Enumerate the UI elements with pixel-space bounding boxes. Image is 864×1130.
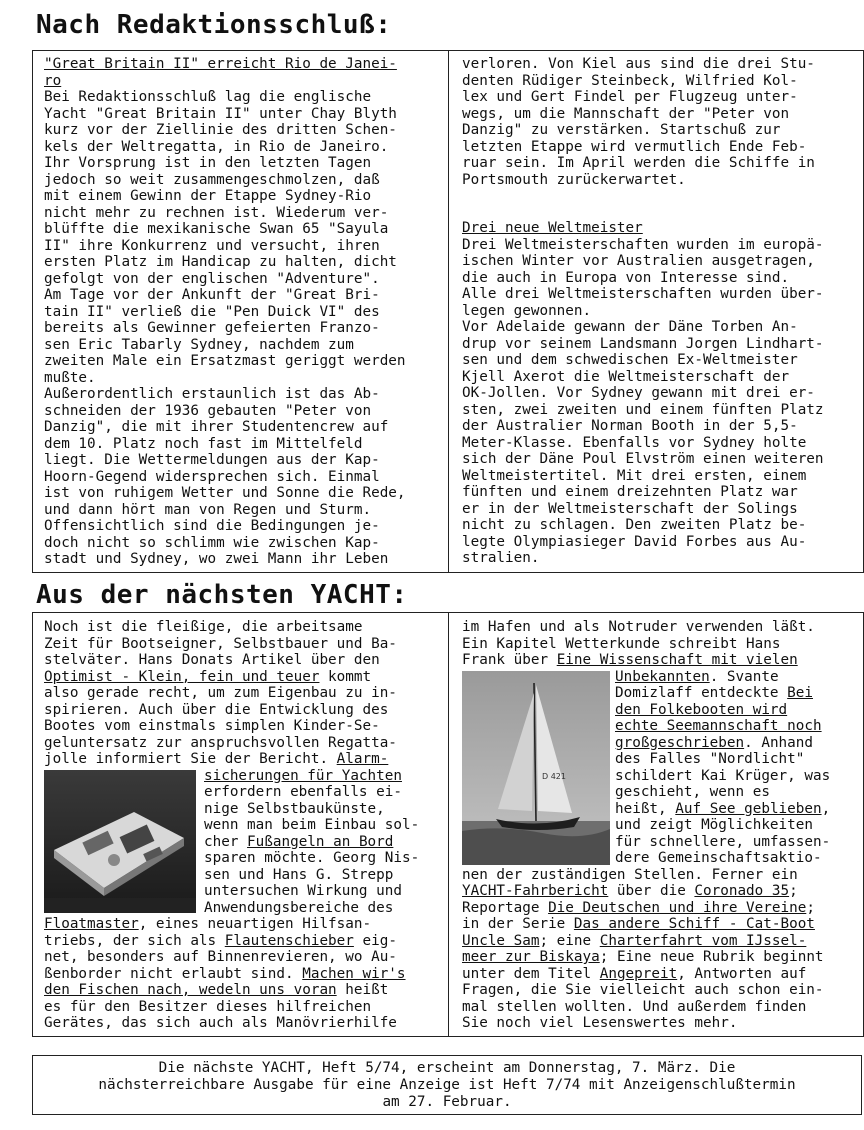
text-line: und zeigt Möglichkeiten	[615, 817, 813, 833]
text-line: sen und Hans G. Strepp	[204, 866, 394, 883]
text-line: ischen Winter vor Australien ausgetragen,	[462, 253, 815, 269]
article-link[interactable]: den Folkebooten wird	[615, 701, 788, 718]
text-line: Drei Weltmeisterschaften wurden im europä-	[462, 236, 824, 253]
text-line: er in der Weltmeisterschaft der Solings	[462, 500, 798, 517]
link-alarmsicherungen-cont[interactable]: sicherungen für Yachten	[204, 767, 402, 784]
text-line: legen gewonnen.	[462, 302, 592, 319]
text-line: Ihr Vorsprung ist in den letzten Tagen	[44, 155, 372, 171]
text-line: Zeit für Bootseigner, Selbstbauer und Ba-	[44, 635, 397, 652]
text-line: Weltmeistertitel. Mit drei ersten, einem	[462, 467, 807, 484]
text-line: sten, zwei zweiten und einem fünften Platz	[462, 401, 824, 418]
text-line: nicht mehr zu rechnen ist. Wiederum ver-	[44, 204, 389, 221]
link-wissenschaft[interactable]: Eine Wissenschaft mit vielen	[556, 652, 798, 668]
text-line: Offensichtlich sind die Bedingungen je-	[44, 518, 380, 534]
article-link[interactable]: Bei	[787, 685, 813, 701]
text-line: stralien.	[462, 550, 540, 566]
text-line: schildert Kai Krüger, was	[615, 767, 831, 784]
section1-column-divider	[448, 50, 449, 573]
text-line: ßenborder nicht erlaubt sind. Machen wir's	[44, 965, 406, 982]
text-line: Meter-Klasse. Ebenfalls vor Sydney holte	[462, 434, 807, 451]
text-line: in der Serie Das andere Schiff - Cat-Boot	[462, 916, 815, 932]
text-line: dere Gemeinschaftsaktio-	[615, 850, 822, 866]
text-line: mußte.	[44, 369, 96, 386]
text-line: zweiten Male ein Ersatzmast geriggt werden	[44, 353, 406, 369]
text-line: großgeschrieben. Anhand	[615, 734, 813, 751]
article-link[interactable]: meer zur Biskaya	[462, 949, 600, 965]
headline-great-britain-l1: "Great Britain II" erreicht Rio de Janei-	[44, 56, 397, 72]
article-link[interactable]: Uncle Sam	[462, 932, 540, 949]
text-line: drup vor seinem Landsmann Jorgen Lindhart-	[462, 335, 824, 352]
text-line: Domizlaff entdeckte Bei	[615, 685, 813, 701]
text-line: kurz vor der Ziellinie des dritten Schen-	[44, 122, 397, 138]
link-machen-wirs[interactable]: Machen wir's	[302, 965, 406, 982]
article-link[interactable]: großgeschrieben	[615, 734, 745, 751]
section-title-naechste-yacht: Aus der nächsten YACHT:	[36, 580, 408, 610]
text-line: für schnellere, umfassen-	[615, 833, 831, 850]
text-line: Alle drei Weltmeisterschaften wurden über-	[462, 286, 824, 302]
article-link[interactable]: echte Seemannschaft noch	[615, 718, 822, 734]
text-line: stelväter. Hans Donats Artikel über den	[44, 652, 380, 668]
article-link[interactable]: Angepreit	[599, 965, 678, 982]
text-line: mit einem Gewinn der Etappe Sydney-Rio	[44, 188, 372, 204]
text-line: tain II" verließ die "Pen Duick VI" des	[44, 303, 380, 320]
text-line: mal stellen wollten. Und außerdem finden	[462, 998, 807, 1015]
text-line: Hoorn-Gegend widersprechen sich. Einmal	[44, 468, 380, 485]
link-flautenschieber[interactable]: Flautenschieber	[224, 932, 354, 949]
link-den-fischen-nach[interactable]: den Fischen nach, wedeln uns voran	[44, 982, 337, 998]
text-line: Uncle Sam; eine Charterfahrt vom IJssel-	[462, 932, 807, 949]
text-line: Danzig" zu verstärken. Startschuß zur	[462, 122, 781, 138]
text-line: Yacht "Great Britain II" unter Chay Blyth	[44, 105, 397, 122]
article-weltmeister	[462, 220, 862, 567]
text-line: nicht zu schlagen. Den zweiten Platz be-	[462, 517, 807, 533]
text-line: der Australier Norman Booth in der 5,5-	[462, 418, 798, 434]
text-line: Portsmouth zurückerwartet.	[462, 171, 686, 188]
text-line: Reportage Die Deutschen und ihre Vereine;	[462, 899, 815, 916]
article-link[interactable]: Charterfahrt vom IJssel-	[599, 932, 807, 949]
text-line: des Falles "Nordlicht"	[615, 751, 805, 767]
text-line: wegs, um die Mannschaft der "Peter von	[462, 105, 790, 122]
text-line: sich der Däne Poul Elvström einen weiteren	[462, 451, 824, 467]
text-line: letzten Etappe wird vermutlich Ende Feb-	[462, 138, 807, 155]
text-line: nen der zuständigen Stellen. Ferner ein	[462, 866, 798, 883]
text-line: Danzig", die mit ihrer Studentencrew auf	[44, 419, 389, 435]
text-line: net, besonders auf Binnenrevieren, wo Au-	[44, 949, 397, 965]
text-line: Optimist - Klein, fein und teuer kommt	[44, 668, 372, 685]
text-line: jedoch so weit zusammengeschmolzen, daß	[44, 171, 380, 188]
text-line: es für den Besitzer dieses hilfreichen	[44, 998, 372, 1015]
text-line: unter dem Titel Angepreit, Antworten auf	[462, 965, 807, 982]
text-line: schneiden der 1936 gebauten "Peter von	[44, 402, 372, 419]
text-line: heißt, Auf See geblieben,	[615, 800, 831, 817]
text-line: OK-Jollen. Vor Sydney gewann mit drei er-	[462, 385, 815, 401]
text-line: gefolgt von der englischen "Adventure".	[44, 270, 380, 287]
text-line: sparen möchte. Georg Nis-	[204, 850, 420, 866]
text-line: spirieren. Auch über die Entwicklung des	[44, 701, 389, 718]
link-alarmsicherungen[interactable]: Alarm-	[336, 751, 389, 767]
text-line: Fragen, die Sie vielleicht auch schon ein-	[462, 982, 824, 998]
text-line: Noch ist die fleißige, die arbeitsame	[44, 619, 363, 635]
text-line: dem 10. Platz noch fast im Mittelfeld	[44, 435, 363, 452]
section2-column-divider	[448, 612, 449, 1037]
text-line: jolle informiert Sie der Bericht. Alarm-	[44, 751, 389, 767]
article-link[interactable]: Auf See geblieben	[675, 800, 822, 817]
text-line: YACHT-Fahrbericht über die Coronado 35;	[462, 883, 798, 899]
text-line: Anwendungsbereiche des	[204, 899, 394, 916]
text-line: also gerade recht, um zum Eigenbau zu in-	[44, 685, 397, 701]
article-link[interactable]: Das andere Schiff - Cat-Boot	[573, 916, 815, 932]
article-link[interactable]: Die Deutschen und ihre Vereine	[548, 899, 807, 916]
text-line: lex und Gert Findel per Flugzeug unter-	[462, 89, 798, 105]
text-line: doch nicht so schlimm wie zwischen Kap-	[44, 534, 380, 551]
text-line: Kjell Axerot die Weltmeisterschaft der	[462, 368, 790, 385]
article-column-right	[462, 56, 862, 188]
text-line: bereits als Gewinner gefeierten Franzo-	[44, 320, 380, 336]
link-optimist-article[interactable]: Optimist - Klein, fein und teuer	[44, 668, 320, 685]
text-line: cher Fußangeln an Bord	[204, 833, 394, 850]
article-link[interactable]: YACHT-Fahrbericht	[462, 883, 609, 899]
text-line: Bootes vom einstmals simplen Kinder-Se-	[44, 718, 380, 734]
footer-line-2: nächsterreichbare Ausgabe für eine Anzeige ist Heft 7/74 mit Anzeigenschlußtermin	[98, 1077, 796, 1093]
text-line: Außerordentlich erstaunlich ist das Ab-	[44, 386, 380, 402]
text-line: nige Selbstbaukünste,	[204, 800, 385, 817]
text-line: blüffte die mexikanische Swan 65 "Sayula	[44, 221, 389, 237]
footer-line-3: am 27. Februar.	[382, 1094, 512, 1110]
text-line: Unbekannten. Svante	[615, 668, 779, 685]
text-line: liegt. Die Wettermeldungen aus der Kap-	[44, 452, 380, 468]
text-line: triebs, der sich als Flautenschieber eig-	[44, 932, 397, 949]
text-line: Floatmaster, eines neuartigen Hilfsan-	[44, 916, 372, 932]
footer-line-1: Die nächste YACHT, Heft 5/74, erscheint am Donnerstag, 7. März. Die	[158, 1060, 736, 1076]
text-line: Am Tage vor der Ankunft der "Great Bri-	[44, 287, 380, 303]
footer-notice	[40, 1060, 854, 1111]
text-line: ersten Platz im Handicap zu halten, dicht	[44, 254, 397, 270]
text-line: wenn man beim Einbau sol-	[204, 817, 420, 833]
text-line: kels der Weltregatta, in Rio de Janeiro.	[44, 138, 389, 155]
article-great-britain	[44, 56, 444, 568]
text-line: Ein Kapitel Wetterkunde schreibt Hans	[462, 635, 781, 652]
text-line: erfordern ebenfalls ei-	[204, 784, 402, 800]
sail-number-label: D 421	[542, 772, 566, 781]
text-line: und dann hört man von Regen und Sturm.	[44, 501, 372, 518]
text-line: stadt und Sydney, wo zwei Mann ihr Leben	[44, 551, 389, 567]
folkeboat-sailing-photo	[462, 671, 610, 865]
text-line: denten Rüdiger Steinbeck, Wilfried Kol-	[462, 72, 798, 89]
text-line: Vor Adelaide gewann der Däne Torben An-	[462, 319, 798, 335]
text-line: meer zur Biskaya; Eine neue Rubrik beginnt	[462, 949, 824, 965]
text-line: Sie noch viel Lesenswertes mehr.	[462, 1015, 738, 1031]
text-line: Frank über Eine Wissenschaft mit vielen	[462, 652, 798, 668]
text-line: legte Olympiasieger David Forbes aus Au-	[462, 533, 807, 550]
text-line: ruar sein. Im April werden die Schiffe in	[462, 155, 815, 171]
text-line: sen und dem schwedischen Ex-Weltmeister	[462, 352, 798, 368]
headline-drei-weltmeister: Drei neue Weltmeister	[462, 220, 643, 236]
alarm-device-photo	[44, 770, 196, 913]
text-line: geschieht, wenn es	[615, 784, 770, 800]
text-line: II" ihre Konkurrenz und versucht, ihren	[44, 237, 380, 254]
text-line: untersuchen Wirkung und	[204, 883, 402, 899]
text-line: ist von ruhigem Wetter und Sonne die Rede,	[44, 485, 406, 501]
article-link[interactable]: Coronado 35	[694, 883, 790, 899]
text-line: verloren. Von Kiel aus sind die drei Stu-	[462, 56, 815, 72]
text-line: fünften und einem dreizehnten Platz war	[462, 484, 798, 500]
headline-great-britain-l2: ro	[44, 72, 62, 89]
link-fussangeln[interactable]: Fußangeln an Bord	[247, 833, 394, 850]
text-line: geluntersatz zur anspruchsvollen Regatta-	[44, 734, 397, 751]
text-line: Gerätes, das sich auch als Manövrierhilfe	[44, 1015, 397, 1031]
text-line: im Hafen und als Notruder verwenden läßt.	[462, 619, 815, 635]
text-line: die auch in Europa von Interesse sind.	[462, 269, 790, 286]
section-title-redaktionsschluss: Nach Redaktionsschluß:	[36, 10, 392, 40]
text-line: Bei Redaktionsschluß lag die englische	[44, 89, 372, 105]
text-line: sen Eric Tabarly Sydney, nachdem zum	[44, 336, 354, 353]
link-floatmaster[interactable]: Floatmaster	[44, 916, 139, 932]
article-link[interactable]: Unbekannten	[615, 668, 710, 685]
text-line: den Fischen nach, wedeln uns voran heißt	[44, 982, 389, 998]
